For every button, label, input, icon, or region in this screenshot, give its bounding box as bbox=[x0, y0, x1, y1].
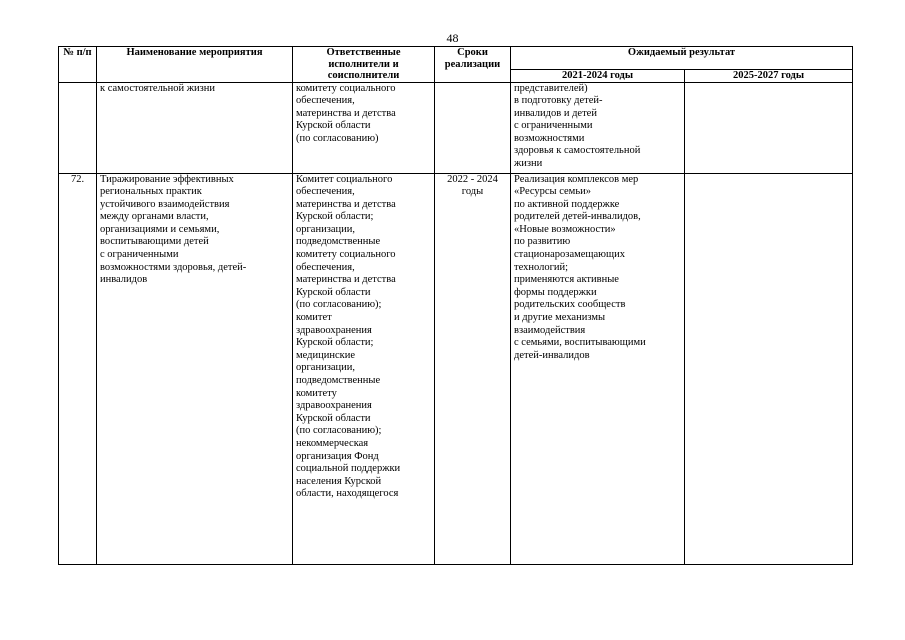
cell-line: обеспечения, bbox=[296, 261, 355, 273]
header-result: Ожидаемый результат bbox=[511, 47, 853, 70]
cell-line: Курской области; bbox=[296, 211, 374, 223]
table-row bbox=[59, 173, 853, 564]
cell-line: медицинские bbox=[296, 349, 356, 361]
cell-line: применяются активные bbox=[514, 274, 619, 286]
measure-name-cell bbox=[97, 173, 293, 564]
header-responsible: Ответственные исполнители и соисполнители bbox=[293, 47, 435, 83]
cell-line: организации, bbox=[296, 223, 355, 235]
cell-line: 2022 - 2024 bbox=[447, 173, 498, 185]
cell-line: по развитию bbox=[514, 236, 571, 248]
cell-line: обеспечения, bbox=[296, 95, 355, 107]
cell-line: возможностями bbox=[514, 132, 585, 144]
cell-line: Курской области; bbox=[296, 337, 374, 349]
cell-line: с ограниченными bbox=[100, 249, 179, 261]
responsible-cell bbox=[293, 82, 435, 173]
cell-line: (по согласованию); bbox=[296, 299, 382, 311]
cell-line: здравоохранения bbox=[296, 400, 372, 412]
cell-line: подведомственные bbox=[296, 375, 381, 386]
cell-line: организация Фонд bbox=[296, 450, 379, 462]
result-2025-2027-cell bbox=[685, 173, 853, 564]
cell-line: материнства и детства bbox=[296, 274, 396, 286]
header-name: Наименование мероприятия bbox=[97, 47, 293, 83]
cell-line: жизни bbox=[514, 158, 543, 170]
cell-line: представителей) bbox=[514, 82, 588, 94]
cell-line: здравоохранения bbox=[296, 324, 372, 336]
terms-cell bbox=[435, 173, 511, 564]
measure-name-cell bbox=[97, 82, 293, 173]
result-2025-2027-cell bbox=[685, 82, 853, 173]
cell-line: обеспечения, bbox=[296, 186, 355, 198]
cell-line: «Ресурсы семьи» bbox=[514, 186, 591, 198]
cell-line: устойчивого взаимодействия bbox=[100, 198, 230, 210]
row-num-cell: 72. bbox=[59, 173, 97, 564]
header-period-2025-2027: 2025-2027 годы bbox=[685, 70, 853, 83]
page-number: 48 bbox=[446, 31, 459, 45]
cell-line: к самостоятельной жизни bbox=[100, 82, 215, 94]
cell-line: материнства и детства bbox=[296, 198, 396, 210]
cell-line: Тиражирование эффективных bbox=[100, 173, 234, 185]
cell-line: области, находящегося bbox=[296, 488, 399, 500]
cell-line: комитет bbox=[296, 312, 332, 324]
cell-line: региональных практик bbox=[100, 186, 202, 198]
cell-line: родительских сообществ bbox=[514, 299, 626, 311]
header-terms: Сроки реализации bbox=[435, 47, 511, 83]
result-2021-2024-cell bbox=[511, 173, 685, 564]
cell-line: комитету bbox=[296, 387, 337, 399]
cell-line: годы bbox=[461, 186, 484, 198]
cell-line: Курской области bbox=[296, 120, 371, 132]
cell-line: материнства и детства bbox=[296, 107, 396, 119]
cell-line: комитету социального bbox=[296, 249, 396, 261]
cell-line: «Новые возможности» bbox=[514, 223, 616, 235]
cell-line: стационарозамещающих bbox=[514, 249, 625, 261]
cell-line: формы поддержки bbox=[514, 286, 597, 298]
cell-line: детей-инвалидов bbox=[514, 349, 590, 361]
header-num: № п/п bbox=[59, 47, 97, 83]
cell-line: организации, bbox=[296, 362, 355, 374]
cell-line: с ограниченными bbox=[514, 120, 593, 132]
cell-line: здоровья к самостоятельной bbox=[514, 145, 641, 157]
cell-line: (по согласованию); bbox=[296, 425, 382, 437]
cell-line: Реализация комплексов мер bbox=[514, 173, 639, 185]
cell-line: организациями и семьями, bbox=[100, 223, 220, 235]
cell-line: инвалидов и детей bbox=[514, 107, 597, 119]
cell-line: некоммерческая bbox=[296, 437, 369, 449]
cell-line: взаимодействия bbox=[514, 324, 586, 336]
cell-line: Курской области bbox=[296, 286, 371, 298]
result-2021-2024-cell bbox=[511, 82, 685, 173]
cell-line: технологий; bbox=[514, 261, 569, 273]
cell-line: Комитет социального bbox=[296, 173, 393, 185]
header-period-2021-2024: 2021-2024 годы bbox=[511, 70, 685, 83]
cell-line: и другие механизмы bbox=[514, 312, 606, 324]
responsible-cell bbox=[293, 173, 435, 564]
cell-line: подведомственные bbox=[296, 236, 381, 248]
table-row bbox=[59, 82, 853, 173]
cell-line: комитету социального bbox=[296, 82, 396, 94]
measures-table bbox=[58, 46, 853, 565]
cell-line: воспитывающими детей bbox=[100, 236, 209, 248]
cell-line: между органами власти, bbox=[100, 211, 209, 223]
cell-line: по активной поддержке bbox=[514, 198, 620, 210]
cell-line: в подготовку детей- bbox=[514, 95, 603, 107]
cell-line: (по согласованию) bbox=[296, 132, 379, 144]
row-num-cell bbox=[59, 82, 97, 173]
terms-cell bbox=[435, 82, 511, 173]
cell-line: возможностями здоровья, детей- bbox=[100, 261, 247, 273]
cell-line: населения Курской bbox=[296, 475, 382, 487]
cell-line: Курской области bbox=[296, 412, 371, 424]
cell-line: с семьями, воспитывающими bbox=[514, 337, 646, 349]
cell-line: инвалидов bbox=[100, 274, 148, 286]
cell-line: родителей детей-инвалидов, bbox=[514, 211, 641, 223]
cell-line: социальной поддержки bbox=[296, 463, 401, 475]
